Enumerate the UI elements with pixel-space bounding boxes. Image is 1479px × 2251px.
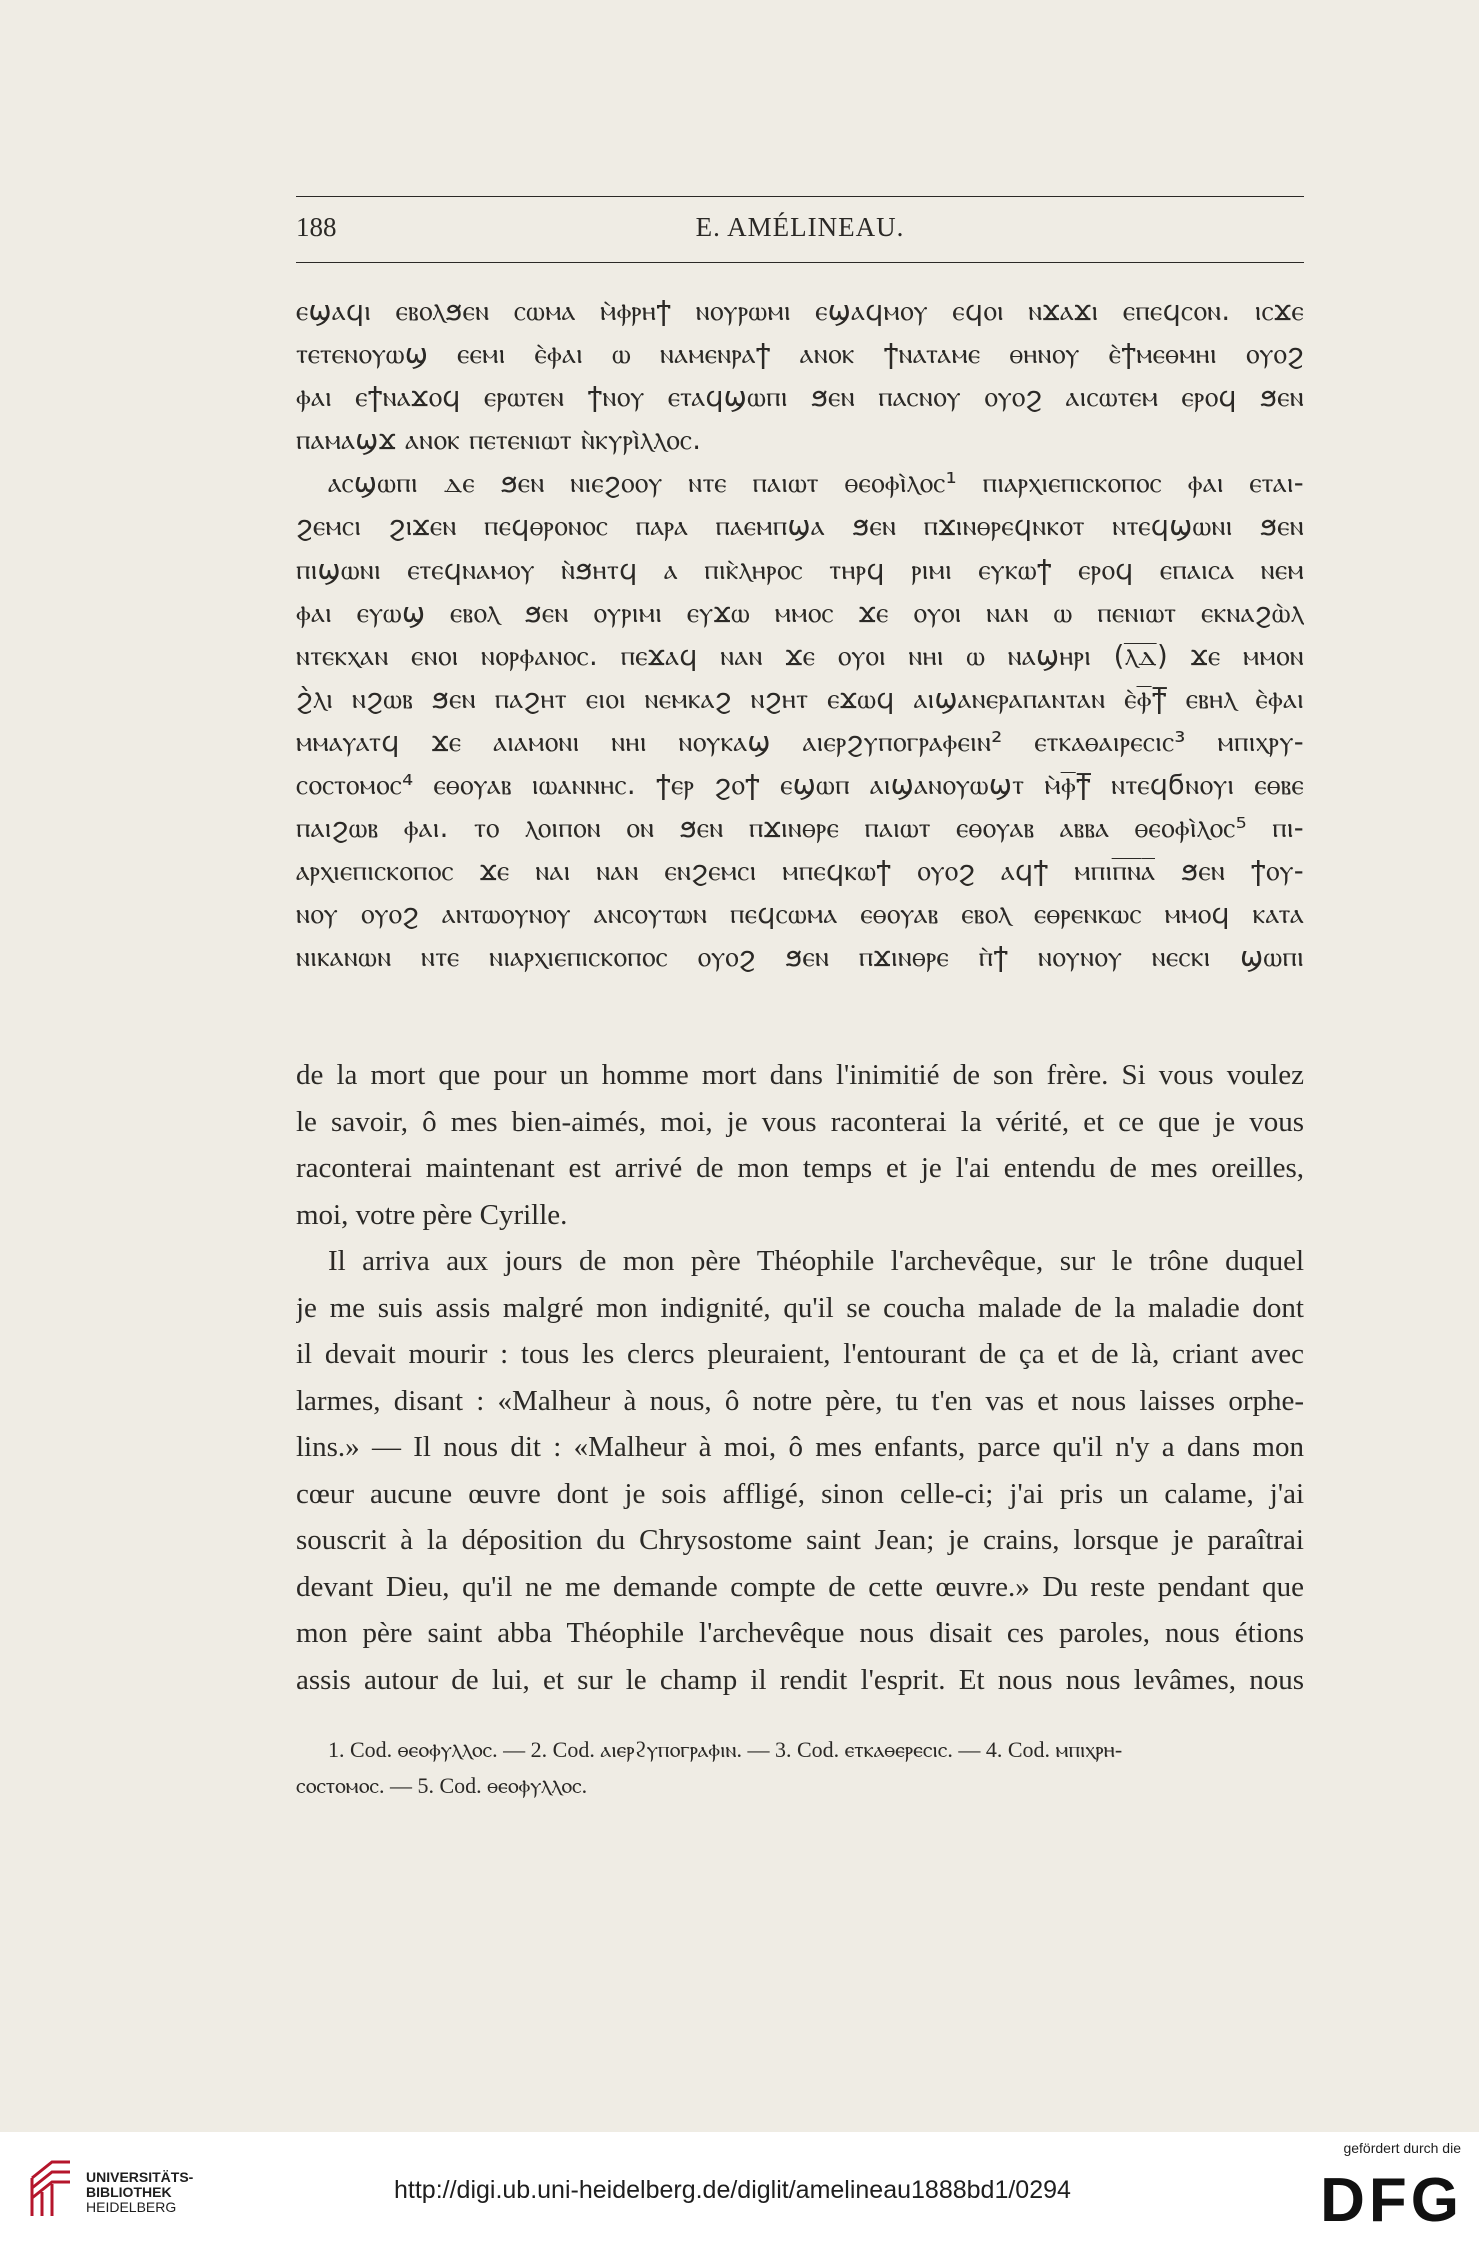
french-line: cœur aucune œuvre dont je sois affligé, sinon celle-ci; j'ai pris un calame, j'ai xyxy=(296,1477,1304,1510)
digitization-footer xyxy=(0,2132,1479,2251)
footnote-line: 1. Cod. ⲑⲉⲟⲫⲩⲗⲗⲟⲥ. — 2. Cod. ⲁⲓⲉⲣϩⲩⲡⲟⲅⲣⲁⲫⲓⲛ. — 3. Cod. ⲉⲧⲕⲁⲑⲉⲣⲉⲥⲓⲥ. — 4. Cod. ⲙⲡⲓⲭⲣⲏ- xyxy=(328,1737,1123,1762)
coptic-line: ⲁⲥϣⲱⲡⲓ ⲇⲉ ϧⲉⲛ ⲛⲓⲉϩⲟⲟⲩ ⲛⲧⲉ ⲡⲁⲓⲱⲧ ⲑⲉⲟⲫⲓ̀ⲗⲟⲥ¹ ⲡⲓⲁⲣⲭⲓⲉⲡⲓⲥⲕⲟⲡⲟⲥ ⲫⲁⲓ ⲉⲧⲁⲓ- xyxy=(328,467,1304,500)
footnote-line: ⲥⲟⲥⲧⲟⲙⲟⲥ. — 5. Cod. ⲑⲉⲟⲫⲩⲗⲗⲟⲥ. xyxy=(296,1773,588,1798)
footnotes xyxy=(296,1732,1304,1804)
coptic-line: ⲡⲓϣⲱⲛⲓ ⲉⲧⲉϥⲛⲁⲙⲟⲩ ⲛ̀ϧⲏⲧϥ ⲁ ⲡⲓⲕ̀ⲗⲏⲣⲟⲥ ⲧⲏⲣϥ ⲣⲓⲙⲓ ⲉⲩⲕⲱϯ ⲉⲣⲟϥ ⲉⲡⲁⲓⲥⲁ ⲛⲉⲙ xyxy=(296,553,1304,586)
coptic-line: ⲡⲁⲙⲁϣϫ ⲁⲛⲟⲕ ⲡⲉⲧⲉⲛⲓⲱⲧ ⲛ̀ⲕⲩⲣⲓ̀ⲗⲗⲟⲥ. xyxy=(296,424,702,457)
header-rule xyxy=(296,262,1304,263)
coptic-line: ⲫⲁⲓ ⲉϯⲛⲁϫⲟϥ ⲉⲣⲱⲧⲉⲛ ϯⲛⲟⲩ ⲉⲧⲁϥϣⲱⲡⲓ ϧⲉⲛ ⲡⲁⲥⲛⲟⲩ ⲟⲩⲟϩ ⲁⲓⲥⲱⲧⲉⲙ ⲉⲣⲟϥ ϧⲉⲛ xyxy=(296,381,1304,414)
coptic-line: ⲛⲓⲕⲁⲛⲱⲛ ⲛⲧⲉ ⲛⲓⲁⲣⲭⲓⲉⲡⲓⲥⲕⲟⲡⲟⲥ ⲟⲩⲟϩ ϧⲉⲛ ⲡϫⲓⲛⲑⲣⲉ ⲡ̀ϯ ⲛⲟⲩⲛⲟⲩ ⲛⲉⲥⲕⲓ ϣⲱⲡⲓ xyxy=(296,941,1304,974)
library-name-line: BIBLIOTHEK xyxy=(86,2184,172,2200)
french-line: je me suis assis malgré mon indignité, qu'il se coucha malade de la maladie dont xyxy=(296,1291,1304,1324)
french-line: le savoir, ô mes bien-aimés, moi, je vous raconterai la vérité, et ce que je vous xyxy=(296,1105,1304,1138)
coptic-line: ⲥⲟⲥⲧⲟⲙⲟⲥ⁴ ⲉⲑⲟⲩⲁⲃ ⲓⲱⲁⲛⲛⲏⲥ. ϯⲉⲣ ϩⲟϯ ⲉϣⲱⲡ ⲁⲓϣⲁⲛⲟⲩⲱϣⲧ ⲙ̀ⲫ̅ϯ̅ ⲛⲧⲉϥϭⲛⲟⲩⲓ ⲉⲑⲃⲉ xyxy=(296,769,1304,802)
library-logo-icon xyxy=(28,2158,74,2220)
french-line: assis autour de lui, et sur le champ il rendit l'esprit. Et nous nous levâmes, nous xyxy=(296,1663,1304,1696)
coptic-line: ⲛⲧⲉⲕⲭⲁⲛ ⲉⲛⲟⲓ ⲛⲟⲣⲫⲁⲛⲟⲥ. ⲡⲉϫⲁϥ ⲛⲁⲛ ϫⲉ ⲟⲩⲟⲓ ⲛⲏⲓ ⲱ ⲛⲁϣⲏⲣⲓ (ⲗ̅ⲇ̅) ϫⲉ ⲙⲙⲟⲛ xyxy=(296,639,1304,672)
library-name-line: HEIDELBERG xyxy=(86,2199,177,2215)
dfg-logo: DFG xyxy=(1320,2166,1463,2235)
french-translation xyxy=(296,1052,1304,1703)
french-line: il devait mourir : tous les clercs pleuraient, l'entourant de ça et de là, criant avec xyxy=(296,1338,1304,1370)
french-line: raconterai maintenant est arrivé de mon temps et je l'ai entendu de mes oreilles, xyxy=(296,1152,1304,1184)
coptic-line: ⲧⲉⲧⲉⲛⲟⲩⲱϣ ⲉⲉⲙⲓ ⲉ̀ⲫⲁⲓ ⲱ ⲛⲁⲙⲉⲛⲣⲁϯ ⲁⲛⲟⲕ ϯⲛⲁⲧⲁⲙⲉ ⲑⲏⲛⲟⲩ ⲉ̀ϯⲙⲉⲑⲙⲏⲓ ⲟⲩⲟϩ xyxy=(296,338,1304,371)
coptic-line: ⲫⲁⲓ ⲉⲩⲱϣ ⲉⲃⲟⲗ ϧⲉⲛ ⲟⲩⲣⲓⲙⲓ ⲉⲩϫⲱ ⲙⲙⲟⲥ ϫⲉ ⲟⲩⲟⲓ ⲛⲁⲛ ⲱ ⲡⲉⲛⲓⲱⲧ ⲉⲕⲛⲁϩⲱ̀ⲗ xyxy=(296,596,1304,629)
top-rule xyxy=(296,196,1304,197)
page-header xyxy=(296,212,1304,252)
french-line: larmes, disant : «Malheur à nous, ô notre père, tu t'en vas et nous laisses orphe- xyxy=(296,1384,1304,1417)
coptic-text xyxy=(296,290,1304,980)
running-title: E. AMÉLINEAU. xyxy=(695,212,905,242)
coptic-line: ⲛⲟⲩ ⲟⲩⲟϩ ⲁⲛⲧⲱⲟⲩⲛⲟⲩ ⲁⲛⲥⲟⲩⲧⲱⲛ ⲡⲉϥⲥⲱⲙⲁ ⲉⲑⲟⲩⲁⲃ ⲉⲃⲟⲗ ⲉⲑⲣⲉⲛⲕⲱⲥ ⲙⲙⲟϥ ⲕⲁⲧⲁ xyxy=(296,898,1304,931)
funding-label: gefördert durch die xyxy=(1343,2140,1461,2156)
french-line: Il arriva aux jours de mon père Théophile l'archevêque, sur le trône duquel xyxy=(328,1245,1304,1277)
french-line: devant Dieu, qu'il ne me demande compte de cette œuvre.» Du reste pendant que xyxy=(296,1570,1304,1603)
coptic-line: ϩ̀ⲗⲓ ⲛϩⲱⲃ ϧⲉⲛ ⲡⲁϩⲏⲧ ⲉⲓⲟⲓ ⲛⲉⲙⲕⲁϩ ⲛϩⲏⲧ ⲉϫⲱϥ ⲁⲓϣⲁⲛⲉⲣⲁⲡⲁⲛⲧⲁⲛ ⲉ̀ⲫ̅ϯ̅ ⲉⲃⲏⲗ ⲉ̀ⲫⲁⲓ xyxy=(296,682,1304,715)
permalink-url[interactable]: http://digi.ub.uni-heidelberg.de/diglit/amelineau1888bd1/0294 xyxy=(394,2176,1071,2204)
french-line: de la mort que pour un homme mort dans l'inimitié de son frère. Si vous voulez xyxy=(296,1059,1304,1091)
coptic-line: ⲙⲙⲁⲩⲁⲧϥ ϫⲉ ⲁⲓⲁⲙⲟⲛⲓ ⲛⲏⲓ ⲛⲟⲩⲕⲁϣ ⲁⲓⲉⲣϩⲩⲡⲟⲅⲣⲁⲫⲉⲓⲛ² ⲉⲧⲕⲁⲑⲁⲓⲣⲉⲥⲓⲥ³ ⲙⲡⲓⲭⲣⲩ- xyxy=(296,725,1304,758)
coptic-line: ⲡⲁⲓϩⲱⲃ ⲫⲁⲓ. ⲧⲟ ⲗⲟⲓⲡⲟⲛ ⲟⲛ ϧⲉⲛ ⲡϫⲓⲛⲑⲣⲉ ⲡⲁⲓⲱⲧ ⲉⲑⲟⲩⲁⲃ ⲁⲃⲃⲁ ⲑⲉⲟⲫⲓ̀ⲗⲟⲥ⁵ ⲡⲓ- xyxy=(296,812,1304,845)
french-line: mon père saint abba Théophile l'archevêque nous disait ces paroles, nous étions xyxy=(296,1617,1304,1649)
library-name xyxy=(86,2170,193,2215)
page-number: 188 xyxy=(296,212,337,242)
coptic-line: ⲉϣⲁϥⲓ ⲉⲃⲟⲗϧⲉⲛ ⲥⲱⲙⲁ ⲙ̀ⲫⲣⲏϯ ⲛⲟⲩⲣⲱⲙⲓ ⲉϣⲁϥⲙⲟⲩ ⲉϥⲟⲓ ⲛϫⲁϫⲓ ⲉⲡⲉϥⲥⲟⲛ. ⲓⲥϫⲉ xyxy=(296,295,1304,327)
french-line: lins.» — Il nous dit : «Malheur à moi, ô mes enfants, parce qu'il n'y a dans mon xyxy=(296,1431,1304,1463)
coptic-line: ϩⲉⲙⲥⲓ ϩⲓϫⲉⲛ ⲡⲉϥⲑⲣⲟⲛⲟⲥ ⲡⲁⲣⲁ ⲡⲁⲉⲙⲡϣⲁ ϧⲉⲛ ⲡϫⲓⲛⲑⲣⲉϥⲛⲕⲟⲧ ⲛⲧⲉϥϣⲱⲛⲓ ϧⲉⲛ xyxy=(296,510,1304,543)
french-line: souscrit à la déposition du Chrysostome saint Jean; je crains, lorsque je paraîtrai xyxy=(296,1524,1304,1556)
french-line: moi, votre père Cyrille. xyxy=(296,1198,568,1231)
coptic-line: ⲁⲣⲭⲓⲉⲡⲓⲥⲕⲟⲡⲟⲥ ϫⲉ ⲛⲁⲓ ⲛⲁⲛ ⲉⲛϩⲉⲙⲥⲓ ⲙⲡⲉϥⲕⲱϯ ⲟⲩⲟϩ ⲁϥϯ ⲙⲡⲓⲡ̅ⲛ̅ⲁ̅ ϧⲉⲛ ϯⲟⲩ- xyxy=(296,855,1304,888)
library-name-line: UNIVERSITÄTS- xyxy=(86,2169,194,2185)
